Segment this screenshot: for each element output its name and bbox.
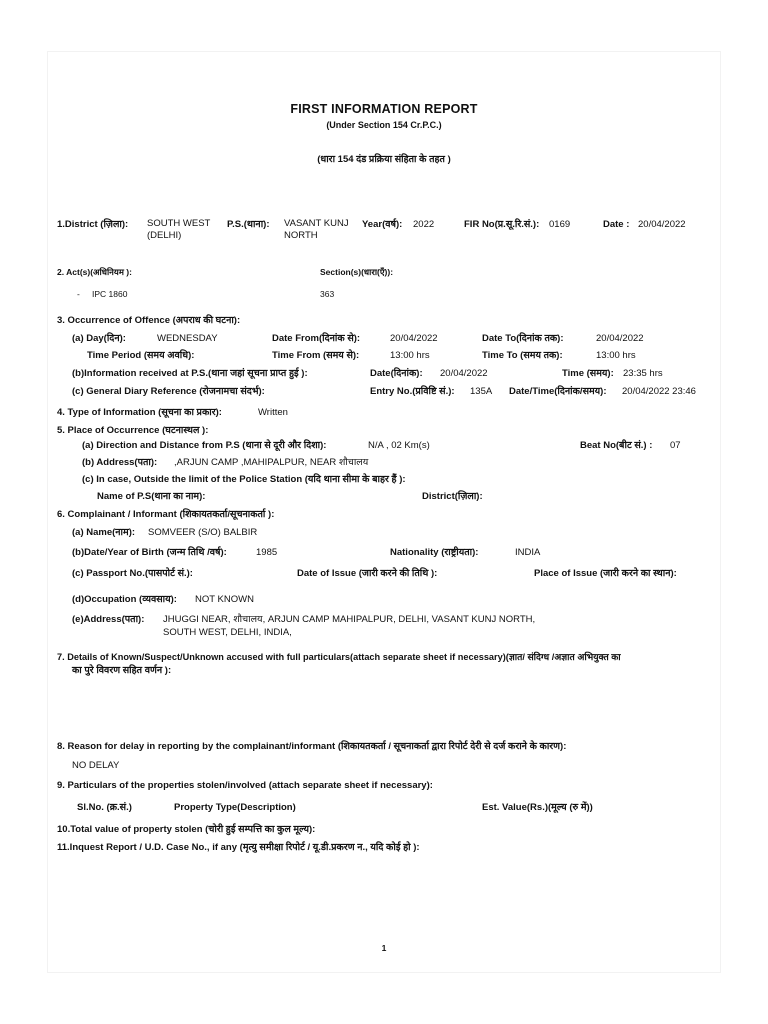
outside-limit-label: (c) In case, Outside the limit of the Police Station (यदि थाना सीमा के बाहर हैं ): [82, 474, 406, 485]
place-heading: 5. Place of Occurrence (घटनास्थल ): [57, 425, 209, 436]
outside-district-label: District(ज़िला): [422, 491, 483, 502]
complainant-address-line2: SOUTH WEST, DELHI, INDIA, [163, 627, 292, 638]
day-label: (a) Day(दिन): [72, 333, 126, 344]
sections-label: Section(s)(धारा(एँ)): [320, 267, 394, 277]
occupation-value: NOT KNOWN [195, 594, 254, 605]
time-from-value: 13:00 hrs [390, 350, 430, 361]
date-value: 20/04/2022 [638, 219, 686, 230]
report-title: FIRST INFORMATION REPORT [290, 102, 478, 116]
date-to-value: 20/04/2022 [596, 333, 644, 344]
section-value: 363 [320, 289, 335, 299]
info-type-label: 4. Type of Information (सूचना का प्रकार): [57, 407, 222, 418]
time-to-label: Time To (समय तक): [482, 350, 563, 361]
fir-label: FIR No(प्र.सू.रि.सं.): [464, 219, 540, 230]
datetime-label: Date/Time(दिनांक/समय): [509, 386, 607, 397]
acts-label: 2. Act(s)(अधिनियम ): [57, 267, 132, 277]
fir-value: 0169 [549, 219, 571, 230]
accused-details-line2: का पुरे विवरण सहित वर्णन ): [72, 665, 172, 676]
info-received-label: (b)Information received at P.S.(थाना जहां सूचना प्राप्त हुई ): [72, 368, 308, 379]
direction-label: (a) Direction and Distance from P.S (थाना से दूरी और दिशा): [82, 440, 327, 451]
property-col-value: Est. Value(Rs.)(मूल्य (रु में)) [482, 802, 593, 813]
act-dash: - [77, 289, 80, 299]
year-value: 2022 [413, 219, 435, 230]
info-date-label: Date(दिनांक): [370, 368, 423, 379]
info-type-value: Written [258, 407, 288, 418]
accused-details-line1: 7. Details of Known/Suspect/Unknown accused with full particulars(attach separate sheet if necessary)(ज्ञात/ संदिग्ध /अज्ञात अभियुक्त का [57, 652, 621, 662]
issue-place-label: Place of Issue (जारी करने का स्थान): [534, 568, 677, 579]
date-from-label: Date From(दिनांक से): [272, 333, 361, 344]
page-number: 1 [381, 943, 387, 953]
report-subtitle: (Under Section 154 Cr.P.C.) [326, 120, 442, 130]
delay-reason-value: NO DELAY [72, 760, 120, 771]
property-col-type: Property Type(Description) [174, 802, 296, 813]
ps-value-line2: NORTH [284, 230, 318, 241]
ps-name-label: Name of P.S(थाना का नाम): [97, 491, 206, 502]
date-from-value: 20/04/2022 [390, 333, 438, 344]
occurrence-heading: 3. Occurrence of Offence (अपराध की घटना): [57, 315, 241, 326]
total-value-label: 10.Total value of property stolen (चोरी हुई सम्पत्ति का कुल मूल्य): [57, 824, 316, 835]
entry-label: Entry No.(प्रविष्टि सं.): [370, 386, 455, 397]
datetime-value: 20/04/2022 23:46 [622, 386, 696, 397]
issue-date-label: Date of Issue (जारी करने की तिथि ): [297, 568, 438, 579]
delay-reason-label: 8. Reason for delay in reporting by the complainant/informant (शिकायतकर्ता / सूचनाकर्ता द्वारा रिपोर्ट देरी से दर्ज कराने के कारण): [57, 741, 567, 752]
beat-value: 07 [670, 440, 681, 451]
time-period-label: Time Period (समय अवधि): [87, 350, 195, 361]
occupation-label: (d)Occupation (व्यवसाय): [72, 594, 177, 605]
date-label: Date : [603, 219, 630, 230]
ps-value-line1: VASANT KUNJ [284, 218, 349, 229]
inquest-label: 11.Inquest Report / U.D. Case No., if any (मृत्यु समीक्षा रिपोर्ट / यू.डी.प्रकरण न., यदि कोई हो ): [57, 842, 420, 853]
day-value: WEDNESDAY [157, 333, 218, 344]
complainant-heading: 6. Complainant / Informant (शिकायतकर्ता/सूचनाकर्ता ): [57, 509, 275, 520]
direction-value: N/A , 02 Km(s) [368, 440, 430, 451]
district-value-line2: (DELHI) [147, 230, 182, 241]
dob-label: (b)Date/Year of Birth (जन्म तिथि /वर्ष): [72, 547, 227, 558]
complainant-address-label: (e)Address(पता): [72, 614, 145, 625]
district-label: 1.District (ज़िला): [57, 219, 129, 230]
report-subtitle-hindi: (धारा 154 दंड प्रक्रिया संहिता के तहत ) [317, 154, 451, 165]
complainant-address-line1: JHUGGI NEAR, शौचालय, ARJUN CAMP MAHIPALPUR, DELHI, VASANT KUNJ NORTH, [163, 614, 536, 625]
gd-label: (c) General Diary Reference (रोजनामचा संदर्भ): [72, 386, 265, 397]
ps-label: P.S.(थाना): [227, 219, 270, 230]
address-value: ,ARJUN CAMP ,MAHIPALPUR, NEAR शौचालय [174, 457, 369, 468]
property-col-slno: Sl.No. (क्र.सं.) [77, 802, 132, 813]
info-date-value: 20/04/2022 [440, 368, 488, 379]
time-from-label: Time From (समय से): [272, 350, 360, 361]
nationality-label: Nationality (राष्ट्रीयता): [390, 547, 479, 558]
act-value: IPC 1860 [92, 289, 128, 299]
properties-label: 9. Particulars of the properties stolen/involved (attach separate sheet if necessary): [57, 780, 433, 791]
passport-label: (c) Passport No.(पासपोर्ट सं.): [72, 568, 193, 579]
info-time-value: 23:35 hrs [623, 368, 663, 379]
dob-value: 1985 [256, 547, 278, 558]
nationality-value: INDIA [515, 547, 541, 558]
address-label: (b) Address(पता): [82, 457, 158, 468]
complainant-name-value: SOMVEER (S/O) BALBIR [148, 527, 258, 538]
time-to-value: 13:00 hrs [596, 350, 636, 361]
entry-value: 135A [470, 386, 493, 397]
beat-label: Beat No(बीट सं.) : [580, 440, 653, 451]
info-time-label: Time (समय): [562, 368, 614, 379]
date-to-label: Date To(दिनांक तक): [482, 333, 564, 344]
complainant-name-label: (a) Name(नाम): [72, 527, 136, 538]
district-value-line1: SOUTH WEST [147, 218, 211, 229]
year-label: Year(वर्ष): [362, 219, 403, 230]
